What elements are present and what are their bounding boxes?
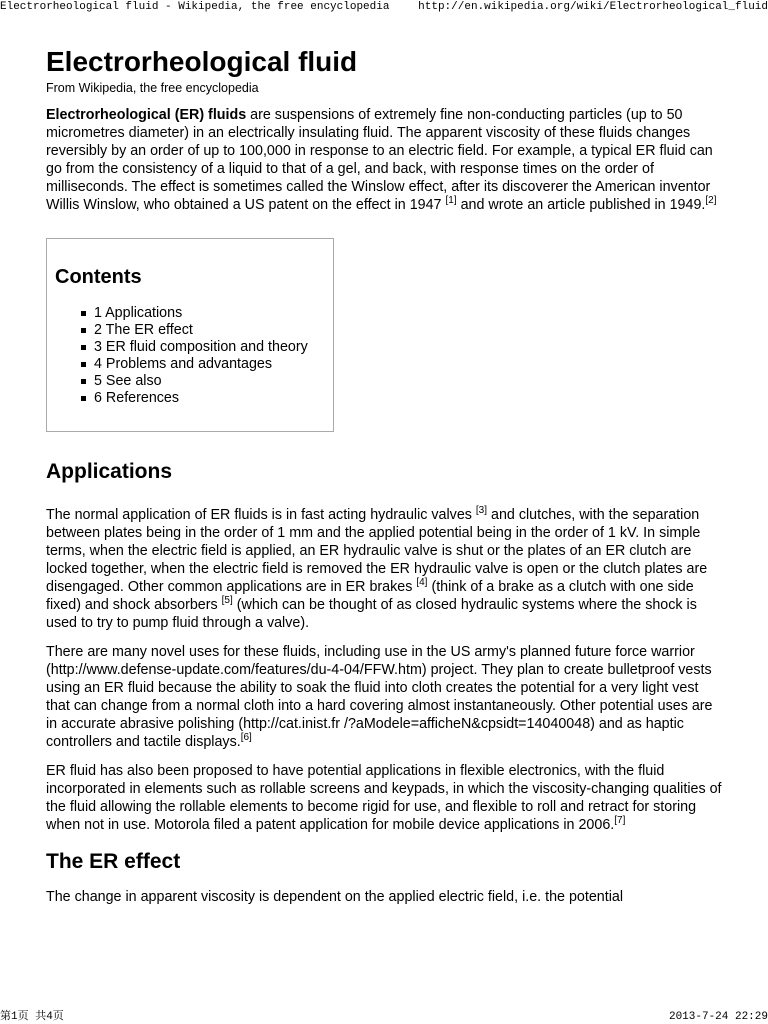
toc-item[interactable] (81, 356, 333, 373)
paragraph-text: (which can be thought of as closed hydraulic systems where the shock is used to try to pump fluid through a valve). (46, 597, 697, 631)
toc-item[interactable] (81, 305, 333, 322)
print-footer-page: 第1页 共4页 (0, 1011, 64, 1023)
intro-text-1: are suspensions of extremely fine non-conducting particles (up to 50 micrometres diameter) in an electrically insulating fluid. The apparent viscosity of these fluids changes reversibly by an order of up to 100,000 in response to an electric field. For example, a typical ER fluid can go from the consistency of a liquid to that of a gel, and back, with response times on the order of milliseconds. The effect is sometimes called the Winslow effect, after its discoverer the American inventor Willis Winslow, who obtained a US patent on the effect in 1947 (46, 107, 713, 213)
reference-link[interactable]: [1] (445, 195, 457, 207)
paragraph-text: ER fluid has also been proposed to have potential applications in flexible electronics, with the fluid incorporated in elements such as rollable screens and keypads, in which the viscosity-changing qualities of the fluid allowing the rollable elements to become rigid for use, and flexible to roll and retract for storing when not in use. Motorola filed a patent application for mobile device applications in 2006. (46, 763, 722, 833)
applications-paragraph-2 (46, 643, 726, 751)
toc-link[interactable]: 6 References (94, 390, 180, 406)
bullet-icon (81, 362, 86, 367)
print-footer (0, 1010, 768, 1024)
paragraph-text: and clutches, with the separation between plates being in the order of 1 mm and the applied potential being in the order of 1 kV. In simple terms, when the electric field is applied, an ER hydraulic valve is shut or the plates of an ER clutch are locked together, when the electric field is removed the ER hydraulic valve is open or the clutch plates are disengaged. Other common applications are in ER brakes (46, 507, 708, 595)
bullet-icon (81, 345, 86, 350)
toc-link[interactable]: 4 Problems and advantages (94, 356, 273, 372)
reference-link[interactable]: [6] (240, 732, 252, 744)
print-header (0, 0, 768, 14)
intro-paragraph (46, 106, 726, 214)
toc-item[interactable] (81, 339, 333, 356)
table-of-contents (46, 238, 334, 432)
print-header-title: Electrorheological fluid - Wikipedia, the free encyclopedia (0, 1, 390, 13)
reference-link[interactable]: [4] (416, 577, 428, 589)
toc-link[interactable]: 1 Applications (94, 305, 183, 321)
applications-paragraph-3 (46, 762, 726, 834)
toc-link[interactable]: 5 See also (94, 373, 162, 389)
article-content (46, 44, 726, 917)
toc-item[interactable] (81, 373, 333, 390)
toc-link[interactable]: 3 ER fluid composition and theory (94, 339, 308, 355)
intro-text-2: and wrote an article published in 1949. (456, 197, 706, 213)
reference-link[interactable]: [7] (614, 815, 626, 827)
toc-list (55, 305, 333, 407)
article-tagline: From Wikipedia, the free encyclopedia (46, 81, 259, 95)
paragraph-text: The normal application of ER fluids is in fast acting hydraulic valves (46, 507, 476, 523)
print-header-url: http://en.wikipedia.org/wiki/Electrorheological_fluid (418, 1, 768, 13)
er-effect-paragraph-1: The change in apparent viscosity is dependent on the applied electric field, i.e. the potential (46, 889, 624, 905)
section-heading-er-effect: The ER effect (46, 850, 181, 873)
print-footer-date: 2013-7-24 22:29 (668, 1011, 768, 1023)
paragraph-text: (think of a brake as a clutch with one side fixed) and shock absorbers (46, 579, 694, 613)
bullet-icon (81, 328, 86, 333)
toc-link[interactable]: 2 The ER effect (94, 322, 193, 338)
bullet-icon (81, 396, 86, 401)
reference-link[interactable]: [2] (705, 195, 717, 207)
bullet-icon (81, 379, 86, 384)
section-heading-applications: Applications (46, 460, 173, 483)
reference-link[interactable]: [5] (221, 595, 233, 607)
reference-link[interactable]: [3] (475, 505, 488, 517)
article-title: Electrorheological fluid (46, 46, 358, 77)
toc-title: Contents (55, 266, 142, 288)
bullet-icon (81, 311, 86, 316)
intro-bold-term: Electrorheological (ER) fluids (46, 107, 247, 123)
toc-item[interactable] (81, 390, 333, 407)
paragraph-text: There are many novel uses for these fluids, including use in the US army's planned future force warrior (http://www.defense-update.com/features/du-4-04/FFW.htm) project. They plan to create bulletproof vests using an ER fluid because the ability to soak the fluid into cloth creates the potential for a very light vest that can change from a normal cloth into a hard covering almost instantaneously. Other potential uses are in accurate abrasive polishing (http://cat.inist.fr /?aModele=afficheN&cpsidt=14040048) and as haptic controllers and tactile displays. (46, 644, 713, 750)
toc-item[interactable] (81, 322, 333, 339)
applications-paragraph-1 (46, 506, 726, 632)
